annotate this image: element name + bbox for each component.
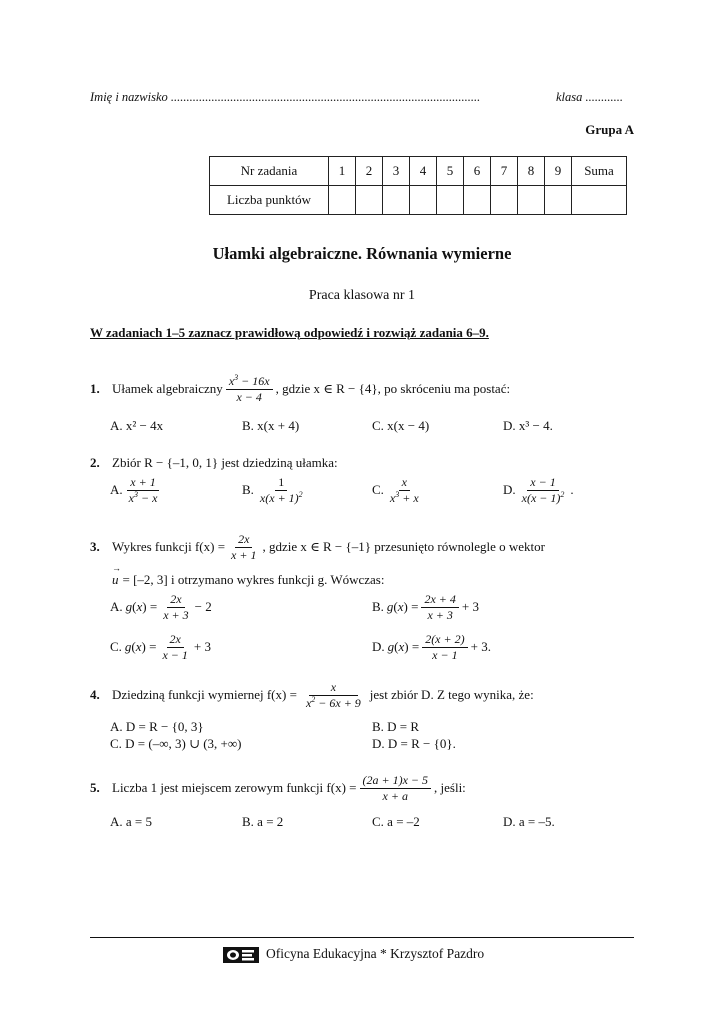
col-2: 2 xyxy=(356,157,383,186)
question-2 xyxy=(90,455,338,471)
points-cell[interactable] xyxy=(545,186,572,215)
score-table-header-row xyxy=(210,157,627,186)
question-4 xyxy=(90,681,534,709)
answer-c[interactable]: C. D = (–∞, 3) ∪ (3, +∞) xyxy=(110,736,242,751)
question-text: = [–2, 3] i otrzymano wykres funkcji g. Wówczas: xyxy=(122,572,385,587)
answer-d[interactable]: D. a = –5. xyxy=(503,814,555,829)
col-4: 4 xyxy=(410,157,437,186)
question-number: 4. xyxy=(90,687,100,703)
question-text: , gdzie x ∈ R − {4}, po skróceniu ma postać: xyxy=(275,381,511,397)
col-1: 1 xyxy=(329,157,356,186)
points-cell[interactable] xyxy=(410,186,437,215)
fraction: $\frac{(2a + 1)x - 5}{x + a}$ xyxy=(360,774,432,802)
fraction: $\frac{x^3 - 16x}{x - 4}$ xyxy=(226,375,273,403)
fraction: $\frac{x}{x^2 - 6x + 9}$ xyxy=(305,680,361,710)
name-dots: ................................................................................................... xyxy=(170,90,481,104)
answer-b[interactable]: B. D = R xyxy=(372,719,420,734)
answer-d[interactable]: D. $\frac{x - 1}{x(x - 1)^2}$ . xyxy=(503,475,574,505)
question-1 xyxy=(90,375,510,403)
task-number-label: Nr zadania xyxy=(210,157,329,186)
answer-d[interactable]: D. x³ − 4. xyxy=(503,418,553,433)
question-3 xyxy=(90,533,545,561)
question-5 xyxy=(90,774,466,802)
col-5: 5 xyxy=(437,157,464,186)
question-text: Liczba 1 jest miejscem zerowym funkcji f(x) = xyxy=(112,780,357,796)
question-text: , gdzie x ∈ R − {–1} przesunięto równolegle o wektor xyxy=(262,539,545,555)
answer-b[interactable]: B. x(x + 4) xyxy=(242,418,300,433)
answer-c[interactable]: C. g ( x ) = $\frac{2x}{x - 1}$ + 3 xyxy=(110,632,211,662)
question-text: Wykres funkcji f(x) = xyxy=(112,539,226,555)
answer-a[interactable]: A. $\frac{x + 1}{x^3 - x}$ xyxy=(110,475,158,505)
vector-u: u → xyxy=(112,563,121,587)
answer-b[interactable]: B. $\frac{1}{x(x + 1)^2}$ xyxy=(242,475,303,505)
points-cell[interactable] xyxy=(491,186,518,215)
answer-b[interactable]: B. a = 2 xyxy=(242,814,284,829)
page-subtitle: Praca klasowa nr 1 xyxy=(308,288,416,303)
answer-d[interactable]: D. D = R − {0}. xyxy=(372,736,456,751)
question-number: 1. xyxy=(90,381,100,397)
col-3: 3 xyxy=(383,157,410,186)
points-cell[interactable] xyxy=(329,186,356,215)
question-text: Dziedziną funkcji wymiernej f(x) = xyxy=(112,687,297,703)
answer-a[interactable]: A. a = 5 xyxy=(110,814,152,829)
question-text: Zbiór R − {–1, 0, 1} jest dziedziną ułamka: xyxy=(112,455,338,470)
instruction: W zadaniach 1–5 zaznacz prawidłową odpowiedź i rozwiąż zadania 6–9. xyxy=(90,325,489,340)
score-table-points-row xyxy=(210,186,627,215)
col-6: 6 xyxy=(464,157,491,186)
answer-c[interactable]: C. x(x − 4) xyxy=(372,418,430,433)
class-label: klasa xyxy=(556,90,583,104)
class-dots: ............ xyxy=(585,90,624,104)
question-text: jest zbiór D. Z tego wynika, że: xyxy=(369,687,534,703)
col-8: 8 xyxy=(518,157,545,186)
question-number: 2. xyxy=(90,455,100,470)
question-text: , jeśli: xyxy=(434,780,466,796)
publisher-name: Oficyna Edukacyjna * Krzysztof Pazdro xyxy=(266,946,485,961)
col-7: 7 xyxy=(491,157,518,186)
score-table xyxy=(209,156,627,215)
points-label: Liczba punktów xyxy=(210,186,329,215)
page-title: Ułamki algebraiczne. Równania wymierne xyxy=(212,244,512,263)
answer-a[interactable]: A. g ( x ) = $\frac{2x}{x + 3}$ − 2 xyxy=(110,592,212,622)
col-sum: Suma xyxy=(572,157,627,186)
name-field xyxy=(90,90,480,105)
answer-a[interactable]: A. x² − 4x xyxy=(110,418,164,433)
col-9: 9 xyxy=(545,157,572,186)
answer-d[interactable]: D. g ( x ) = $\frac{2(x + 2)}{x - 1}$ + 3. xyxy=(372,632,491,662)
question-number: 3. xyxy=(90,539,100,555)
points-cell[interactable] xyxy=(383,186,410,215)
group-label: Grupa A xyxy=(585,122,634,137)
points-cell[interactable] xyxy=(356,186,383,215)
class-field xyxy=(556,90,623,105)
points-cell[interactable] xyxy=(518,186,545,215)
question-text: Ułamek algebraiczny xyxy=(112,381,223,397)
question-3-line-2 xyxy=(112,563,385,588)
answer-a[interactable]: A. D = R − {0, 3} xyxy=(110,719,204,734)
answer-b[interactable]: B. g ( x ) = $\frac{2x + 4}{x + 3}$ + 3 xyxy=(372,592,479,622)
footer-divider xyxy=(90,937,634,938)
points-cell[interactable] xyxy=(572,186,627,215)
publisher-logo-icon xyxy=(222,945,262,969)
answer-c[interactable]: C. $\frac{x}{x^3 + x}$ xyxy=(372,475,419,505)
points-cell[interactable] xyxy=(464,186,491,215)
name-label: Imię i nazwisko xyxy=(90,90,168,104)
points-cell[interactable] xyxy=(437,186,464,215)
fraction: $\frac{2x}{x + 1}$ xyxy=(231,532,257,562)
question-number: 5. xyxy=(90,780,100,796)
answer-c[interactable]: C. a = –2 xyxy=(372,814,420,829)
